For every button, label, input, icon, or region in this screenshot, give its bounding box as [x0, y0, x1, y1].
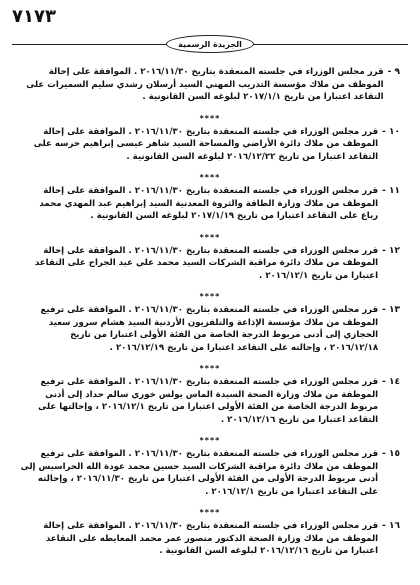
decision-item [20, 66, 400, 104]
decision-number: ١٤ - [382, 377, 400, 387]
decision-item [20, 126, 400, 164]
decision-item [20, 448, 400, 498]
decision-text: قرر مجلس الوزراء في جلسته المنعقدة بتاريخ ٢٠١٦/١١/٣٠ . الموافقة على إحالة الموظف من ملاك وزارة الطاقة والثروة المعدنية السيد إبراهيم عبد المهدي محمد رباع على التقاعد اعتبارا من تاريخ ٢٠١٧/١/١٩ لبلوغه السن القانونية . [39, 186, 379, 221]
decision-text: قرر مجلس الوزراء في جلسته المنعقدة بتاريخ ٢٠١٦/١١/٣٠ . الموافقة على ترفيع الموظف من ملاك دائرة مراقبة الشركات السيد حسين محمد عودة الله الحراسيس إلى أدنى مربوط الدرجة الأولى من الفئة الأولى اعتبارا من تاريخ ٢٠١٦/١١/٣٠ ، وإحالته على التقاعد اعتبارا من تاريخ ٢٠١٦/١٢/١ . [20, 449, 379, 497]
decision-number: ١٠ - [382, 126, 400, 137]
decision-number: ١٦ - [382, 521, 400, 531]
decision-text: قرر مجلس الوزراء في جلسته المنعقدة بتاريخ ٢٠١٦/١١/٣٠ . الموافقة على ترفيع الموظف من ملاك مؤسسة الإذاعة والتلفزيون الأردنية السيد هشام سرور سعيد الحجازي إلى أدنى مربوط الدرجة الخاصة من الفئة الأولى اعتبارا من تاريخ ٢٠١٦/١٢/١٨ ، وإحالته على التقاعد اعتبارا من تاريخ ٢٠١٦/١٢/١٩ . [40, 305, 379, 353]
decision-number: ٩ - [387, 67, 400, 77]
decisions-list [20, 66, 400, 558]
decision-item [20, 304, 400, 354]
decision-number: ١١ - [382, 186, 400, 196]
separator-stars: **** [199, 364, 221, 373]
separator-stars: **** [199, 292, 221, 301]
decision-number: ١٥ - [382, 449, 400, 459]
decision-text: قرر مجلس الوزراء في جلسته المنعقدة بتاريخ ٢٠١٦/١١/٣٠ . الموافقة على إحالة الموظف من ملاك دائرة الأراضي والمساحة السيد شاهر عيسى إبراهيم خرسه على التقاعد اعتبارا من تاريخ ٢٠١٦/١٢/٢٢ لبلوغه السن القانونية . [33, 126, 379, 162]
decision-text: قرر مجلس الوزراء في جلسته المنعقدة بتاريخ ٢٠١٦/١١/٣٠ . الموافقة على ترفيع الموظفة من ملاك وزارة الصحة السيدة الماس يولس خوري سالم حداد إلى أدنى مربوط الدرجة الخاصة من الفئة الأولى اعتبارا من تاريخ ٢٠١٦/١٢/١ ، وإحالتها على التقاعد اعتبارا من تاريخ ٢٠١٦/١٢/١٦ . [38, 377, 379, 425]
separator-stars: **** [199, 113, 221, 123]
decision-item [20, 245, 400, 283]
decision-item [20, 376, 400, 426]
decision-item [20, 185, 400, 223]
separator-stars: **** [199, 232, 221, 242]
separator-stars: **** [199, 173, 221, 182]
decision-text: قرر مجلس الوزراء في جلسته المنعقدة بتاريخ ٢٠١٦/١١/٣٠ . الموافقة على إحالة الموظف من ملاك مؤسسة التدريب المهني السيد أرسلان رشدي سليم السميرات على التقاعد اعتبارا من تاريخ ٢٠١٧/١/١ لبلوغه السن القانونية . [26, 67, 384, 102]
decision-number: ١٢ - [382, 245, 400, 256]
gazette-title-badge: الجريدة الرسمية [166, 35, 254, 53]
decision-text: قرر مجلس الوزراء في جلسته المنعقدة بتاريخ ٢٠١٦/١١/٣٠ . الموافقة على إحالة الموظف من ملاك دائرة مراقبة الشركات السيد محمد علي عيد الجراح على التقاعد اعتبارا من تاريخ ٢٠١٦/١٢/١ . [34, 245, 379, 281]
decision-number: ١٣ - [382, 305, 400, 315]
separator-stars: **** [199, 508, 221, 517]
separator-stars: **** [199, 436, 221, 445]
decision-item [20, 520, 400, 558]
decision-text: قرر مجلس الوزراء في جلسته المنعقدة بتاريخ ٢٠١٦/١١/٣٠ . الموافقة على إحالة الموظف من ملاك وزارة الصحة الدكتور منصور عمر محمد المعايطه على التقاعد اعتبارا من تاريخ ٢٠١٦/١٢/١٦ لبلوغه السن القانونية . [43, 521, 379, 556]
page-number: ٧١٧٣ [12, 6, 56, 27]
